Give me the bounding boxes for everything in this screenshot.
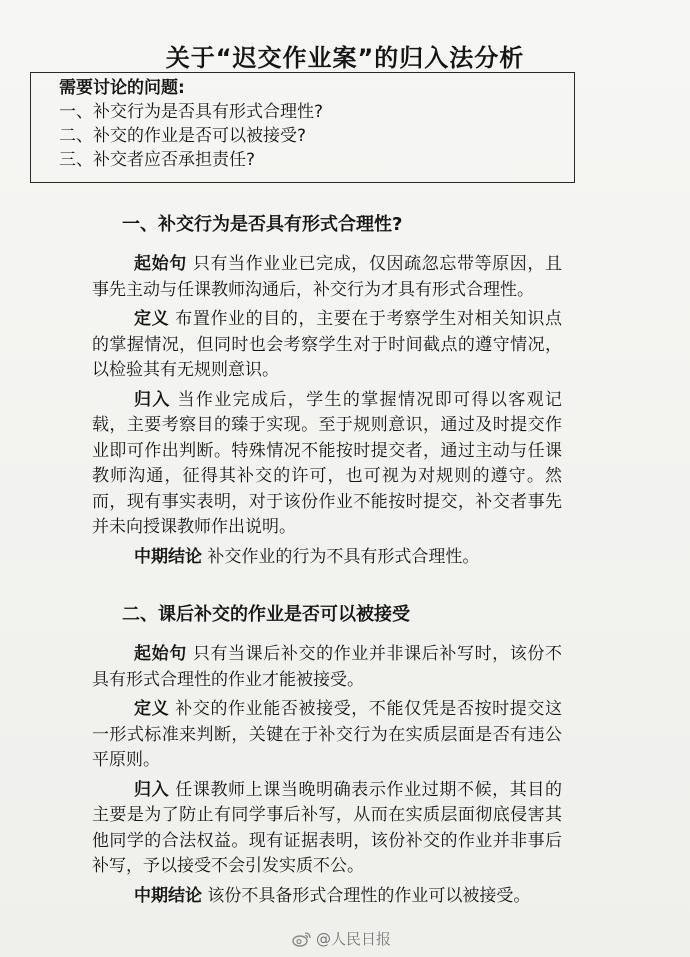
paragraph-label: 定义 <box>134 699 170 719</box>
question-item: 三、补交者应否承担责任? <box>59 150 256 170</box>
paragraph-text: 只有当课后补交的作业并非课后补写时，该份不具有形式合理性的作业才能被接受。 <box>92 644 563 690</box>
paragraph-label: 归入 <box>134 779 170 800</box>
weibo-icon <box>292 931 312 947</box>
paragraph-text: 补交作业的行为不具有形式合理性。 <box>202 546 480 567</box>
paragraph-start-sentence <box>92 252 562 303</box>
question-item: 一、补交行为是否具有形式合理性? <box>59 102 324 122</box>
paragraph-definition <box>92 307 562 384</box>
paragraph-label: 归入 <box>134 389 171 410</box>
paragraph-interim-conclusion <box>92 545 562 571</box>
section-heading-2: 二、课后补交的作业是否可以被接受 <box>122 604 410 625</box>
document-title: 关于“迟交作业案”的归入法分析 <box>165 44 525 72</box>
paragraph-definition <box>92 697 562 774</box>
watermark <box>292 928 391 949</box>
watermark-text: @人民日报 <box>316 930 392 948</box>
paragraph-label: 定义 <box>134 309 170 329</box>
paragraph-subsumption <box>92 778 562 880</box>
questions-box <box>30 72 575 183</box>
paragraph-start-sentence <box>92 642 562 693</box>
section-heading-1: 一、补交行为是否具有形式合理性? <box>122 214 403 235</box>
paragraph-text: 任课教师上课当晚明确表示作业过期不候，其目的主要是为了防止有同学事后补写，从而在实质层面彻底侵害其他同学的合法权益。现有证据表明，该份补交的作业并非事后补写，予以接受不会引发实质不公。 <box>92 779 562 876</box>
paragraph-label: 起始句 <box>134 254 187 274</box>
paragraph-text: 布置作业的目的，主要在于考察学生对相关知识点的掌握情况，但同时也会考察学生对于时间截点的遵守情况，以检验其有无规则意识。 <box>92 309 562 380</box>
paragraph-text: 当作业完成后，学生的掌握情况即可得以客观记载，主要考察目的臻于实现。至于规则意识，通过及时提交作业即可作出判断。特殊情况不能按时提交者，通过主动与任课教师沟通，征得其补交的许可，也可视为对规则的遵守。然而，现有事实表明，对于该份作业不能按时提交，补交者事先并未向授课教师作出说明。 <box>92 389 562 537</box>
question-item: 二、补交的作业是否可以被接受? <box>59 126 307 146</box>
analysis-content <box>92 210 562 913</box>
paragraph-label: 起始句 <box>134 644 187 664</box>
paragraph-subsumption <box>92 388 562 541</box>
questions-heading: 需要讨论的问题: <box>59 78 185 98</box>
paragraph-label: 中期结论 <box>134 885 202 906</box>
paragraph-text: 该份不具备形式合理性的作业可以被接受。 <box>202 885 531 906</box>
paragraph-text: 只有当作业业已完成，仅因疏忽忘带等原因，且事先主动与任课教师沟通后，补交行为才具有形式合理性。 <box>92 254 563 300</box>
paragraph-label: 中期结论 <box>134 546 202 567</box>
paragraph-text: 补交的作业能否被接受，不能仅凭是否按时提交这一形式标准来判断，关键在于补交行为在实质层面是否有违公平原则。 <box>92 699 562 770</box>
paragraph-interim-conclusion <box>92 884 562 910</box>
